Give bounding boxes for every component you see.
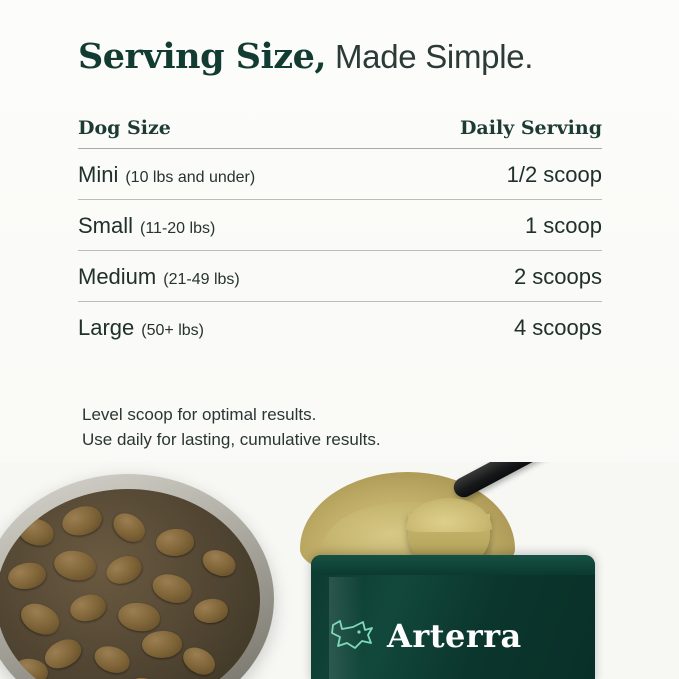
page-title-emphasis: Serving Size,: [78, 36, 327, 77]
usage-note-line-1: Level scoop for optimal results.: [82, 405, 317, 424]
column-header-daily-serving: Daily Serving: [459, 117, 602, 139]
table-row: [78, 251, 602, 301]
product-pouch: [311, 555, 595, 679]
dog-logo-icon: [329, 619, 375, 653]
kibble-piece: [154, 526, 195, 558]
table-row: [78, 149, 602, 199]
kibble-piece: [117, 602, 161, 633]
kibble-piece: [58, 501, 105, 541]
dog-size-qualifier: (50+ lbs): [141, 322, 204, 339]
kibble-piece: [102, 550, 146, 589]
daily-serving-value: 1 scoop: [524, 213, 602, 238]
kibble-piece: [141, 629, 184, 660]
column-header-dog-size: Dog Size: [78, 117, 171, 139]
serving-size-table: [78, 117, 602, 352]
bowl-interior: [0, 489, 260, 679]
kibble-piece: [5, 559, 48, 593]
kibble-piece: [53, 549, 98, 582]
kibble-piece: [149, 571, 194, 607]
kibble-piece: [91, 643, 132, 677]
dog-size-qualifier: (10 lbs and under): [125, 169, 256, 186]
page-title-subtext: Made Simple.: [326, 38, 534, 75]
dog-size-name: Mini: [78, 162, 119, 187]
kibble-piece: [125, 674, 167, 679]
table-row: [78, 302, 602, 352]
row-size-cell: [78, 264, 240, 290]
daily-serving-value: 2 scoops: [513, 264, 602, 289]
dog-size-name: Medium: [78, 264, 157, 289]
brand-name: Arterra: [387, 617, 522, 655]
kibble-piece: [16, 516, 57, 549]
kibble-piece: [178, 643, 219, 679]
table-header-row: [78, 117, 602, 148]
product-photo: [0, 462, 679, 679]
kibble-piece: [192, 596, 230, 626]
usage-notes: [82, 402, 381, 452]
page-title: [78, 36, 533, 77]
table-row: [78, 200, 602, 250]
kibble-piece: [108, 508, 150, 547]
row-size-cell: [78, 315, 204, 341]
row-size-cell: [78, 213, 215, 239]
dog-size-name: Small: [78, 213, 134, 238]
kibble-piece: [16, 599, 64, 640]
dog-size-qualifier: (21-49 lbs): [163, 271, 240, 288]
dog-size-name: Large: [78, 315, 135, 340]
kibble-piece: [67, 590, 109, 626]
kibble-piece: [199, 546, 239, 579]
daily-serving-value: 4 scoops: [513, 315, 602, 340]
daily-serving-value: 1/2 scoop: [506, 162, 602, 187]
row-size-cell: [78, 162, 255, 188]
brand-lockup: [329, 617, 522, 655]
dog-size-qualifier: (11-20 lbs): [140, 220, 216, 237]
pouch-seal: [311, 555, 595, 575]
usage-note-line-2: Use daily for lasting, cumulative results.: [82, 430, 381, 449]
